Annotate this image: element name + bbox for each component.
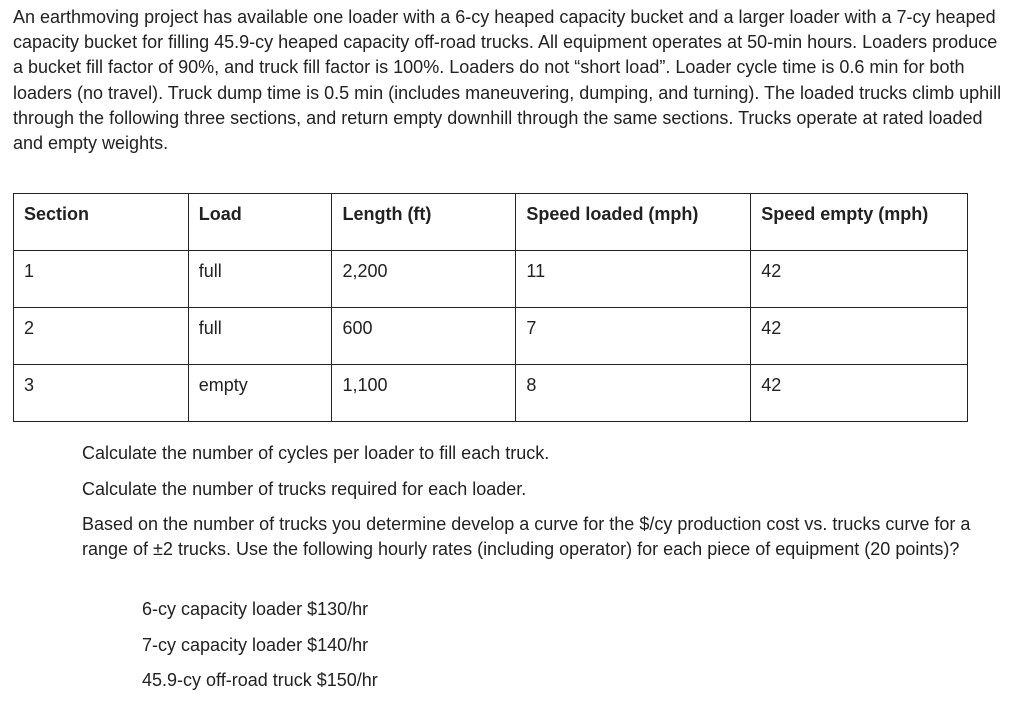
cell-length: 600 [332, 308, 516, 365]
question-cost-curve: Based on the number of trucks you determine develop a curve for the $/cy production cost vs. trucks curve for a range of ±2 trucks. Use the following hourly rates (including operator) for each piece of equipment (20 points)? [82, 514, 971, 560]
cell-load: full [188, 251, 332, 308]
cell-section: 2 [14, 308, 189, 365]
cell-speed-empty: 42 [751, 365, 968, 422]
header-speed-loaded: Speed loaded (mph) [516, 194, 751, 251]
cell-speed-empty: 42 [751, 308, 968, 365]
cell-load: empty [188, 365, 332, 422]
table-header-row [14, 194, 968, 251]
cell-load: full [188, 308, 332, 365]
question-trucks: Calculate the number of trucks required for each loader. [82, 479, 527, 499]
header-length: Length (ft) [332, 194, 516, 251]
rate-6cy-loader: 6-cy capacity loader $130/hr [142, 599, 369, 619]
cell-section: 1 [14, 251, 189, 308]
header-section: Section [14, 194, 189, 251]
section-table [13, 193, 968, 422]
cell-section: 3 [14, 365, 189, 422]
cell-length: 1,100 [332, 365, 516, 422]
table-row [14, 365, 968, 422]
header-load: Load [188, 194, 332, 251]
question-cycles: Calculate the number of cycles per loader to fill each truck. [82, 443, 550, 463]
cell-speed-empty: 42 [751, 251, 968, 308]
cell-length: 2,200 [332, 251, 516, 308]
table-row [14, 308, 968, 365]
cell-speed-loaded: 7 [516, 308, 751, 365]
table-row [14, 251, 968, 308]
rate-offroad-truck: 45.9-cy off-road truck $150/hr [142, 670, 378, 690]
rate-7cy-loader: 7-cy capacity loader $140/hr [142, 635, 369, 655]
problem-statement: An earthmoving project has available one loader with a 6-cy heaped capacity bucket and a larger loader with a 7-cy heaped capacity bucket for filling 45.9-cy heaped capacity off-road trucks. All equipment operates at 50-min hours. Loaders produce a bucket fill factor of 90%, and truck fill factor is 100%. Loaders do not “short load”. Loader cycle time is 0.6 min for both loaders (no travel). Truck dump time is 0.5 min (includes maneuvering, dumping, and turning). The loaded trucks climb uphill through the following three sections, and return empty downhill through the same sections. Trucks operate at rated loaded and empty weights. [13, 7, 1002, 154]
cell-speed-loaded: 11 [516, 251, 751, 308]
header-speed-empty: Speed empty (mph) [751, 194, 968, 251]
cell-speed-loaded: 8 [516, 365, 751, 422]
